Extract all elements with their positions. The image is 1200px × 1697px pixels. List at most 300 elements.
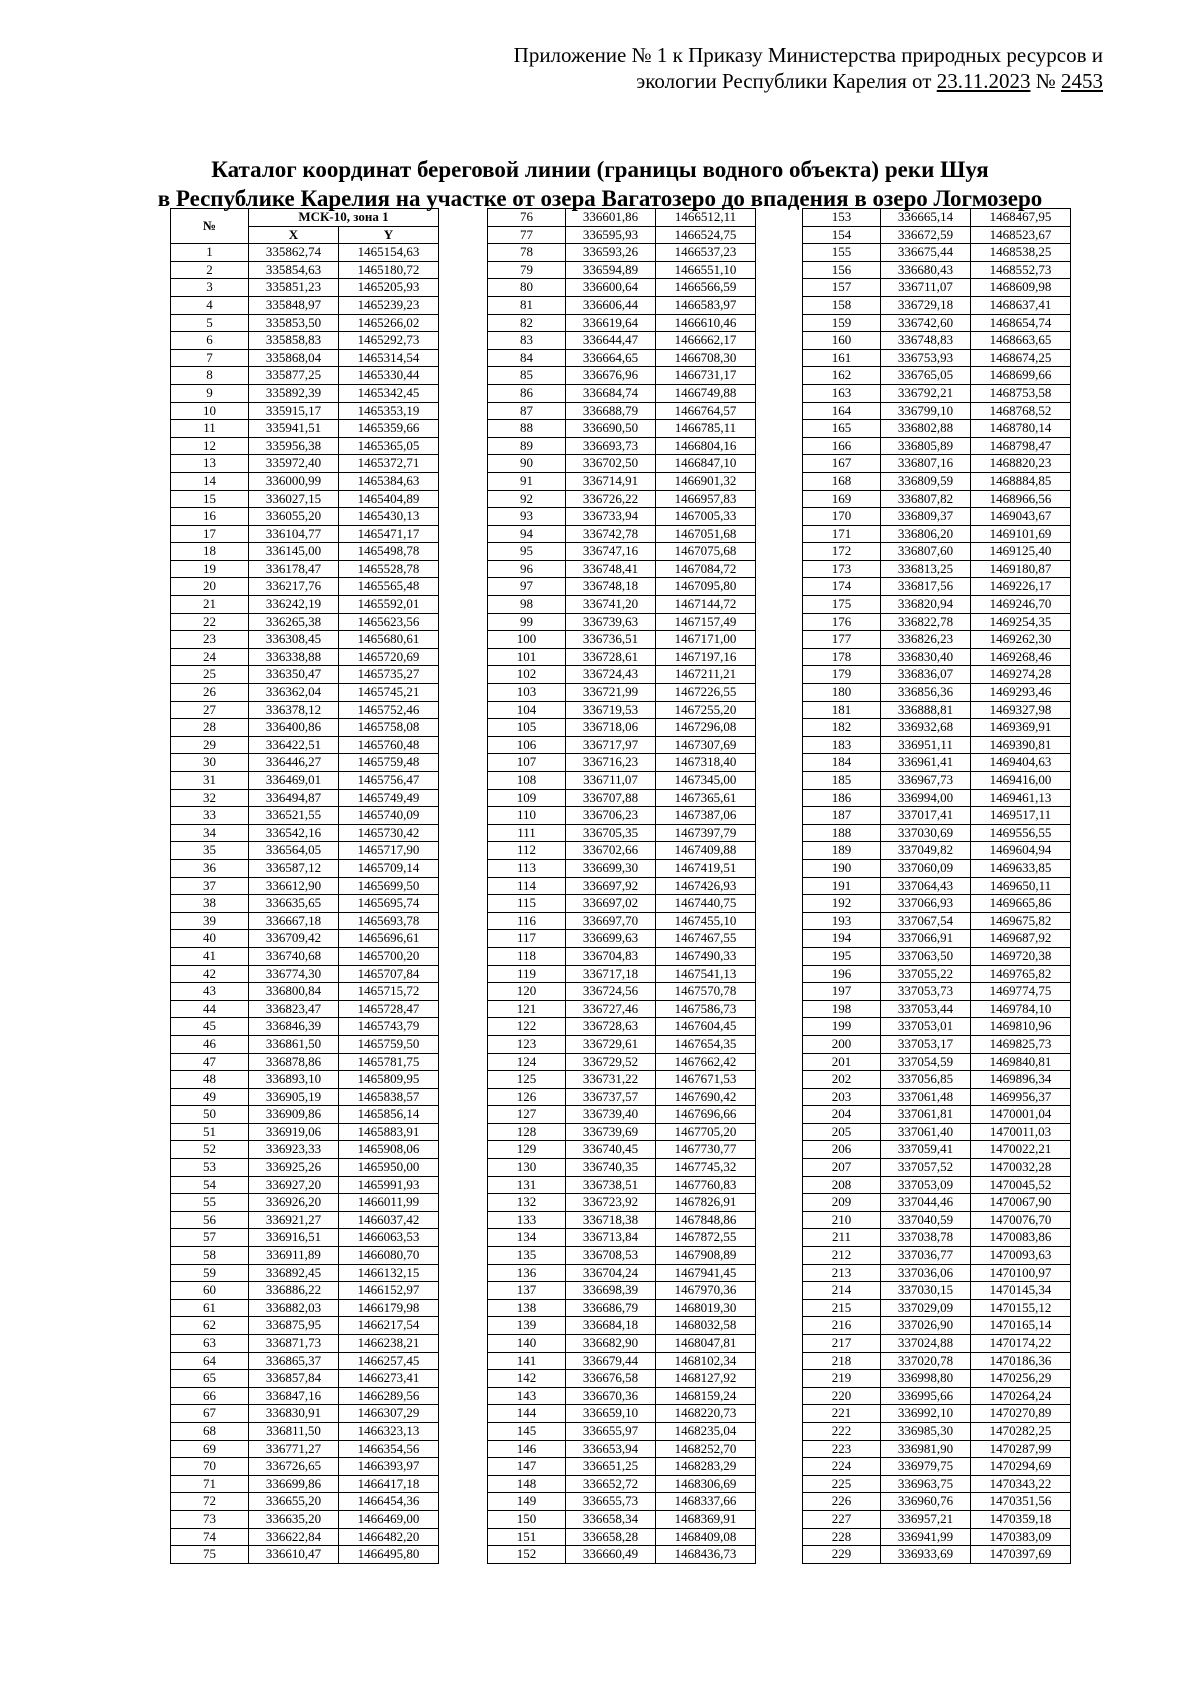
coord-y: 1467440,75 (656, 895, 756, 913)
table-row (488, 367, 756, 385)
point-number: 133 (488, 1211, 566, 1229)
coord-x: 336807,82 (881, 490, 971, 508)
coord-y: 1467095,80 (656, 578, 756, 596)
coord-x: 336846,39 (249, 1018, 339, 1036)
point-number: 164 (803, 402, 881, 420)
point-number: 221 (803, 1405, 881, 1423)
point-number: 162 (803, 367, 881, 385)
point-number: 229 (803, 1546, 881, 1564)
coord-y: 1469180,87 (971, 560, 1071, 578)
coord-x: 336242,19 (249, 596, 339, 614)
title-line-1: Каталог координат береговой линии (границы водного объекта) реки Шуя (211, 157, 989, 182)
table-row (803, 314, 1071, 332)
table-row (803, 824, 1071, 842)
coord-x: 336811,50 (249, 1422, 339, 1440)
point-number: 34 (171, 824, 249, 842)
point-number: 117 (488, 930, 566, 948)
coord-x: 335854,63 (249, 261, 339, 279)
coord-x: 336721,99 (566, 684, 656, 702)
coord-x: 336690,50 (566, 420, 656, 438)
table-row (803, 736, 1071, 754)
table-row (488, 1194, 756, 1212)
table-row (171, 279, 439, 297)
coord-x: 336830,91 (249, 1405, 339, 1423)
table-row (488, 296, 756, 314)
table-row (171, 1440, 439, 1458)
table-row (803, 912, 1071, 930)
coord-x: 336919,06 (249, 1123, 339, 1141)
table-row (488, 1229, 756, 1247)
coord-x: 336702,50 (566, 455, 656, 473)
table-row (488, 895, 756, 913)
coord-y: 1468019,30 (656, 1299, 756, 1317)
table-row (488, 1018, 756, 1036)
table-row (488, 402, 756, 420)
table-row (488, 789, 756, 807)
point-number: 85 (488, 367, 566, 385)
coord-y: 1465699,50 (339, 877, 439, 895)
point-number: 204 (803, 1106, 881, 1124)
coord-y: 1469268,46 (971, 648, 1071, 666)
coord-y: 1469293,46 (971, 684, 1071, 702)
coord-x: 336807,60 (881, 543, 971, 561)
coord-x: 337030,15 (881, 1282, 971, 1300)
point-number: 185 (803, 772, 881, 790)
coord-x: 337066,91 (881, 930, 971, 948)
coord-x: 336807,16 (881, 455, 971, 473)
coord-x: 336826,23 (881, 631, 971, 649)
point-number: 143 (488, 1387, 566, 1405)
coord-y: 1466537,23 (656, 244, 756, 262)
coord-y: 1467157,49 (656, 613, 756, 631)
point-number: 100 (488, 631, 566, 649)
table-row (171, 578, 439, 596)
point-number: 32 (171, 789, 249, 807)
coord-y: 1466217,54 (339, 1317, 439, 1335)
coord-y: 1467696,66 (656, 1106, 756, 1124)
point-number: 195 (803, 947, 881, 965)
point-number: 186 (803, 789, 881, 807)
point-number: 125 (488, 1071, 566, 1089)
coord-y: 1468637,41 (971, 296, 1071, 314)
coord-x: 336961,41 (881, 754, 971, 772)
coord-x: 336967,73 (881, 772, 971, 790)
coord-x: 336698,39 (566, 1282, 656, 1300)
table-row (171, 807, 439, 825)
point-number: 209 (803, 1194, 881, 1212)
coord-x: 336378,12 (249, 701, 339, 719)
point-number: 113 (488, 859, 566, 877)
table-row (488, 1053, 756, 1071)
table-row (171, 402, 439, 420)
coord-x: 336612,90 (249, 877, 339, 895)
point-number: 134 (488, 1229, 566, 1247)
coord-y: 1465908,06 (339, 1141, 439, 1159)
table-row (488, 1370, 756, 1388)
coord-y: 1465760,48 (339, 736, 439, 754)
coord-y: 1466152,97 (339, 1282, 439, 1300)
point-number: 184 (803, 754, 881, 772)
coord-y: 1465991,93 (339, 1176, 439, 1194)
coord-y: 1466289,56 (339, 1387, 439, 1405)
point-number: 93 (488, 508, 566, 526)
coord-y: 1465430,13 (339, 508, 439, 526)
point-number: 167 (803, 455, 881, 473)
coord-x: 336655,20 (249, 1493, 339, 1511)
coord-x: 335972,40 (249, 455, 339, 473)
point-number: 65 (171, 1370, 249, 1388)
coord-x: 336951,11 (881, 736, 971, 754)
coord-y: 1469125,40 (971, 543, 1071, 561)
point-number: 111 (488, 824, 566, 842)
coord-y: 1466708,30 (656, 349, 756, 367)
table-row (803, 1071, 1071, 1089)
table-row (488, 666, 756, 684)
coord-x: 336747,16 (566, 543, 656, 561)
table-row (488, 1071, 756, 1089)
point-number: 208 (803, 1176, 881, 1194)
point-number: 2 (171, 261, 249, 279)
table-row (488, 965, 756, 983)
coord-x: 335941,51 (249, 420, 339, 438)
table-row (488, 560, 756, 578)
coord-x: 336595,93 (566, 226, 656, 244)
point-number: 107 (488, 754, 566, 772)
point-number: 69 (171, 1440, 249, 1458)
table-row (488, 1335, 756, 1353)
coord-y: 1466080,70 (339, 1247, 439, 1265)
coord-x: 336676,96 (566, 367, 656, 385)
coord-x: 337053,01 (881, 1018, 971, 1036)
coord-y: 1465180,72 (339, 261, 439, 279)
point-number: 191 (803, 877, 881, 895)
coord-x: 336178,47 (249, 560, 339, 578)
table-row (488, 983, 756, 1001)
coord-y: 1465365,05 (339, 437, 439, 455)
coord-y: 1466354,56 (339, 1440, 439, 1458)
coord-x: 336564,05 (249, 842, 339, 860)
coord-x: 336921,27 (249, 1211, 339, 1229)
point-number: 118 (488, 947, 566, 965)
coord-y: 1470174,22 (971, 1335, 1071, 1353)
coord-y: 1466731,17 (656, 367, 756, 385)
table-row (488, 1123, 756, 1141)
point-number: 217 (803, 1335, 881, 1353)
table-row (488, 859, 756, 877)
table-row (171, 983, 439, 1001)
table-row (488, 543, 756, 561)
point-number: 5 (171, 314, 249, 332)
coord-x: 335915,17 (249, 402, 339, 420)
point-number: 201 (803, 1053, 881, 1071)
header-coordinate-system: МСК-10, зона 1 (249, 209, 439, 227)
coord-y: 1466393,97 (339, 1458, 439, 1476)
coord-y: 1467005,33 (656, 508, 756, 526)
coord-x: 337067,54 (881, 912, 971, 930)
coord-x: 336658,34 (566, 1510, 656, 1528)
table-row (488, 772, 756, 790)
point-number: 176 (803, 613, 881, 631)
table-row (171, 754, 439, 772)
coord-x: 337040,59 (881, 1211, 971, 1229)
point-number: 72 (171, 1493, 249, 1511)
coord-y: 1467426,93 (656, 877, 756, 895)
coord-x: 336679,44 (566, 1352, 656, 1370)
coord-y: 1469784,10 (971, 1000, 1071, 1018)
point-number: 18 (171, 543, 249, 561)
coord-y: 1468663,65 (971, 332, 1071, 350)
coord-y: 1466417,18 (339, 1475, 439, 1493)
coord-x: 336651,25 (566, 1458, 656, 1476)
table-row (803, 1194, 1071, 1212)
coord-y: 1465359,66 (339, 420, 439, 438)
coord-x: 336709,42 (249, 930, 339, 948)
coord-x: 336055,20 (249, 508, 339, 526)
coord-y: 1465696,61 (339, 930, 439, 948)
coord-x: 337061,81 (881, 1106, 971, 1124)
coord-y: 1469825,73 (971, 1035, 1071, 1053)
point-number: 160 (803, 332, 881, 350)
coord-y: 1468252,70 (656, 1440, 756, 1458)
table-row (803, 1000, 1071, 1018)
coord-y: 1468159,24 (656, 1387, 756, 1405)
coord-y: 1465752,46 (339, 701, 439, 719)
coord-x: 336027,15 (249, 490, 339, 508)
coord-x: 336338,88 (249, 648, 339, 666)
table-row (803, 1229, 1071, 1247)
coord-x: 336994,00 (881, 789, 971, 807)
coord-y: 1465471,17 (339, 525, 439, 543)
coord-x: 336521,55 (249, 807, 339, 825)
coord-y: 1467419,51 (656, 859, 756, 877)
coord-x: 336610,47 (249, 1546, 339, 1564)
point-number: 38 (171, 895, 249, 913)
coord-x: 336806,20 (881, 525, 971, 543)
table-row (803, 1405, 1071, 1423)
coord-y: 1467848,86 (656, 1211, 756, 1229)
coord-x: 337059,41 (881, 1141, 971, 1159)
table-row (488, 631, 756, 649)
coord-x: 336805,89 (881, 437, 971, 455)
coord-y: 1465745,21 (339, 684, 439, 702)
point-number: 220 (803, 1387, 881, 1405)
coord-y: 1467541,13 (656, 965, 756, 983)
point-number: 140 (488, 1335, 566, 1353)
table-row (171, 560, 439, 578)
table-row (171, 349, 439, 367)
table-row (803, 420, 1071, 438)
coord-y: 1469956,37 (971, 1088, 1071, 1106)
coord-y: 1466454,36 (339, 1493, 439, 1511)
point-number: 94 (488, 525, 566, 543)
coord-y: 1465353,19 (339, 402, 439, 420)
coord-y: 1465715,72 (339, 983, 439, 1001)
point-number: 16 (171, 508, 249, 526)
coord-x: 336909,86 (249, 1106, 339, 1124)
table-row (171, 1475, 439, 1493)
table-row (171, 596, 439, 614)
table-row (803, 1035, 1071, 1053)
coord-x: 336957,21 (881, 1510, 971, 1528)
table-row (171, 719, 439, 737)
coord-y: 1467307,69 (656, 736, 756, 754)
coord-x: 336717,18 (566, 965, 656, 983)
table-row (803, 1299, 1071, 1317)
point-number: 219 (803, 1370, 881, 1388)
coord-y: 1465314,54 (339, 349, 439, 367)
coord-x: 336882,03 (249, 1299, 339, 1317)
table-row (488, 1299, 756, 1317)
coord-y: 1465709,14 (339, 859, 439, 877)
coord-x: 336670,36 (566, 1387, 656, 1405)
coord-y: 1466749,88 (656, 384, 756, 402)
coord-y: 1469043,67 (971, 508, 1071, 526)
coord-x: 336659,10 (566, 1405, 656, 1423)
point-number: 173 (803, 560, 881, 578)
point-number: 36 (171, 859, 249, 877)
point-number: 13 (171, 455, 249, 473)
point-number: 42 (171, 965, 249, 983)
point-number: 82 (488, 314, 566, 332)
point-number: 115 (488, 895, 566, 913)
coord-y: 1465695,74 (339, 895, 439, 913)
coord-x: 336704,83 (566, 947, 656, 965)
coord-x: 336660,49 (566, 1546, 656, 1564)
point-number: 159 (803, 314, 881, 332)
coord-x: 336724,56 (566, 983, 656, 1001)
order-date: 23.11.2023 (936, 69, 1031, 93)
point-number: 12 (171, 437, 249, 455)
point-number: 64 (171, 1352, 249, 1370)
point-number: 10 (171, 402, 249, 420)
coord-x: 336714,91 (566, 472, 656, 490)
coord-x: 337056,85 (881, 1071, 971, 1089)
coord-x: 336813,25 (881, 560, 971, 578)
table-row (803, 684, 1071, 702)
coord-x: 336800,84 (249, 983, 339, 1001)
point-number: 183 (803, 736, 881, 754)
coord-x: 336809,37 (881, 508, 971, 526)
coord-y: 1467075,68 (656, 543, 756, 561)
coord-y: 1467671,53 (656, 1071, 756, 1089)
coord-y: 1469810,96 (971, 1018, 1071, 1036)
coord-x: 336606,44 (566, 296, 656, 314)
table-row (488, 1422, 756, 1440)
point-number: 157 (803, 279, 881, 297)
point-number: 39 (171, 912, 249, 930)
coord-y: 1469840,81 (971, 1053, 1071, 1071)
table-row (171, 437, 439, 455)
title-line-2: в Республике Карелия на участке от озера Вагатозеро до впадения в озеро Логмозеро (157, 186, 1043, 211)
coord-y: 1467296,08 (656, 719, 756, 737)
coord-y: 1469720,38 (971, 947, 1071, 965)
table-row (488, 455, 756, 473)
coord-y: 1467397,79 (656, 824, 756, 842)
header-y: Y (339, 226, 439, 244)
coord-x: 336635,65 (249, 895, 339, 913)
table-row (803, 402, 1071, 420)
point-number: 187 (803, 807, 881, 825)
coord-x: 336742,60 (881, 314, 971, 332)
table-row (803, 560, 1071, 578)
coord-x: 336905,19 (249, 1088, 339, 1106)
point-number: 31 (171, 772, 249, 790)
table-row (171, 1528, 439, 1546)
point-number: 35 (171, 842, 249, 860)
point-number: 182 (803, 719, 881, 737)
coord-y: 1468283,29 (656, 1458, 756, 1476)
coord-y: 1470001,04 (971, 1106, 1071, 1124)
table-row (488, 384, 756, 402)
coord-x: 336822,78 (881, 613, 971, 631)
table-row (171, 261, 439, 279)
point-number: 58 (171, 1247, 249, 1265)
coord-y: 1467171,00 (656, 631, 756, 649)
table-row (488, 1352, 756, 1370)
point-number: 83 (488, 332, 566, 350)
point-number: 79 (488, 261, 566, 279)
table-row (803, 631, 1071, 649)
point-number: 103 (488, 684, 566, 702)
coord-x: 336739,40 (566, 1106, 656, 1124)
table-row (803, 1335, 1071, 1353)
table-row (171, 1422, 439, 1440)
coord-y: 1470282,25 (971, 1422, 1071, 1440)
point-number: 57 (171, 1229, 249, 1247)
coord-y: 1467690,42 (656, 1088, 756, 1106)
table-row (171, 1211, 439, 1229)
coord-y: 1469101,69 (971, 525, 1071, 543)
table-row (171, 947, 439, 965)
coord-x: 336998,80 (881, 1370, 971, 1388)
coord-x: 337057,52 (881, 1159, 971, 1177)
coord-x: 336742,78 (566, 525, 656, 543)
coord-x: 336711,07 (566, 772, 656, 790)
coord-x: 336658,28 (566, 1528, 656, 1546)
table-row (171, 1264, 439, 1282)
point-number: 150 (488, 1510, 566, 1528)
table-row (488, 1088, 756, 1106)
table-row (803, 877, 1071, 895)
point-number: 172 (803, 543, 881, 561)
coord-x: 336350,47 (249, 666, 339, 684)
point-number: 14 (171, 472, 249, 490)
table-row (803, 1440, 1071, 1458)
coord-y: 1465758,08 (339, 719, 439, 737)
coord-y: 1469556,55 (971, 824, 1071, 842)
table-row (803, 1475, 1071, 1493)
coord-x: 336992,10 (881, 1405, 971, 1423)
coord-y: 1466566,59 (656, 279, 756, 297)
table-row (488, 1317, 756, 1335)
table-row (803, 437, 1071, 455)
point-number: 180 (803, 684, 881, 702)
coord-y: 1466524,75 (656, 226, 756, 244)
coord-y: 1468538,25 (971, 244, 1071, 262)
coord-y: 1466011,99 (339, 1194, 439, 1212)
table-row (488, 1141, 756, 1159)
table-row (171, 631, 439, 649)
table-row (171, 877, 439, 895)
coord-y: 1469765,82 (971, 965, 1071, 983)
table-row (803, 947, 1071, 965)
header-line-2 (514, 68, 1103, 94)
point-number: 206 (803, 1141, 881, 1159)
point-number: 97 (488, 578, 566, 596)
header-x: X (249, 226, 339, 244)
coord-x: 336719,53 (566, 701, 656, 719)
coord-y: 1470100,97 (971, 1264, 1071, 1282)
